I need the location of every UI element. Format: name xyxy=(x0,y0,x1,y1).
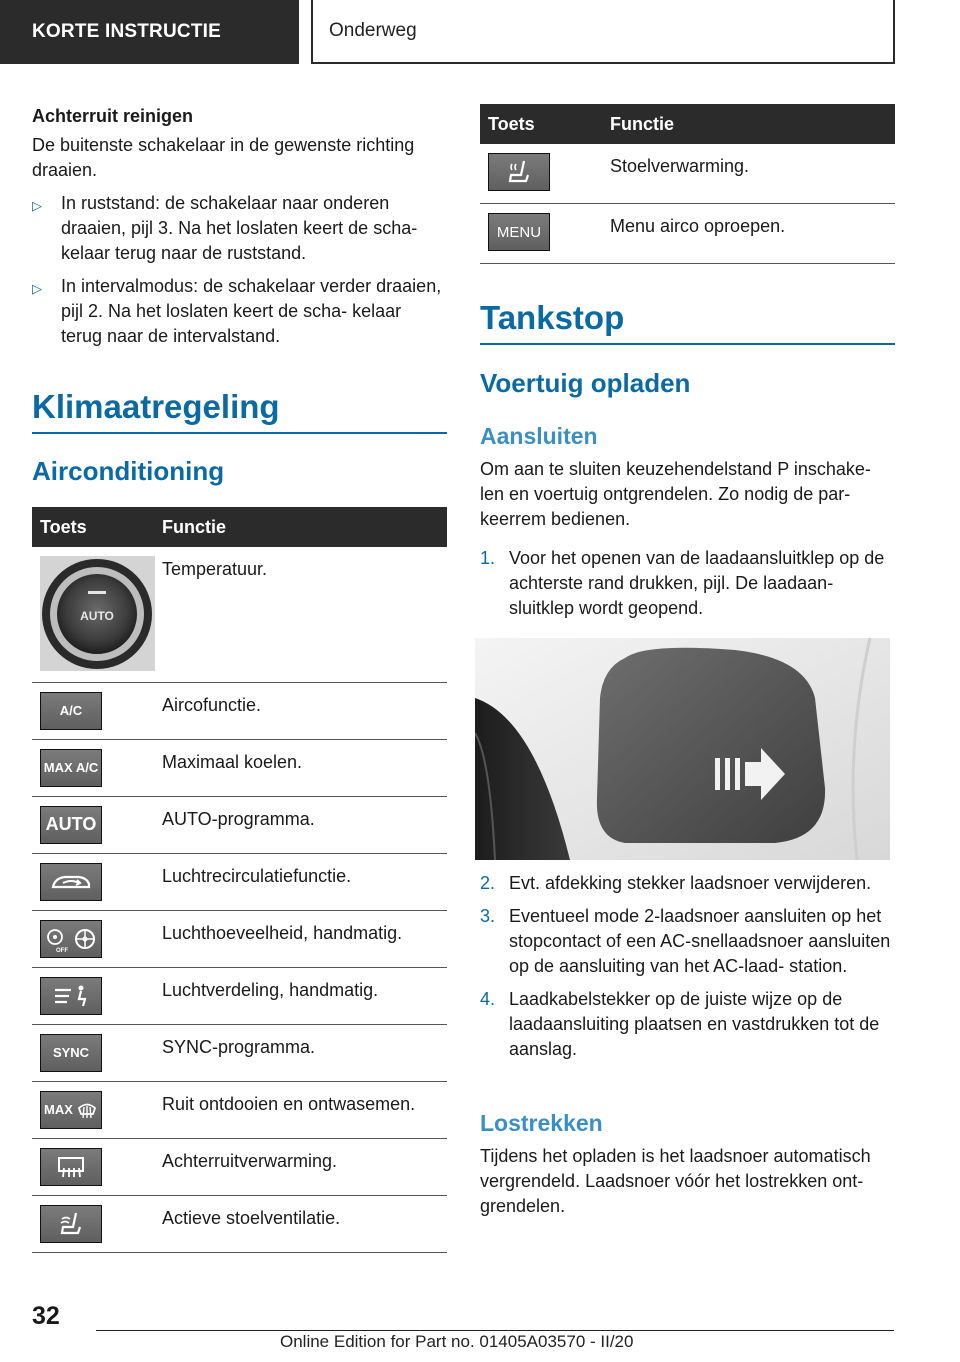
fan-speed-icon xyxy=(40,920,102,958)
function-text: Luchtrecirculatiefunctie. xyxy=(162,853,447,910)
table-row xyxy=(32,682,447,739)
climate-keys-table xyxy=(32,507,447,1253)
sync-button-icon: SYNC xyxy=(40,1034,102,1072)
climate-keys-table-continued xyxy=(480,104,895,264)
column-header-function: Functie xyxy=(610,104,895,144)
function-text: Ruit ontdooien en ontwasemen. xyxy=(162,1081,447,1138)
list-item: 2. Evt. afdekking stekker laadsnoer verwijderen. xyxy=(480,873,872,893)
table-row xyxy=(480,144,895,204)
climate-heading: Klimaatregeling xyxy=(32,388,447,434)
column-header-key: Toets xyxy=(480,104,610,144)
rear-wiper-title: Achterruit reinigen xyxy=(32,106,194,126)
column-header-function: Functie xyxy=(162,507,447,547)
footer-divider xyxy=(96,1330,894,1331)
list-item: 1. Voor het openen van de laadaansluitklep op de achterste rand drukken, pijl. De laadaan‐ sluitklep wordt geopend. xyxy=(480,548,885,618)
disconnect-text: Tijdens het opladen is het laadsnoer automatisch vergrendeld. Laadsnoer vóór het lostrekken ont‐ grendelen. xyxy=(480,1146,871,1216)
list-item: ▷ In ruststand: de schakelaar naar onderen draaien, pijl 3. Na het loslaten keert de scha‐ kelaar terug naar de ruststand. xyxy=(32,193,418,263)
edition-footer: Online Edition for Part no. 01405A03570 - II/20 xyxy=(280,1332,634,1351)
connect-intro: Om aan te sluiten keuzehendelstand P inschake‐ len en voertuig ontgrendelen. Zo nodig de par‐ keerrem bedienen. xyxy=(480,459,871,529)
airconditioning-heading: Airconditioning xyxy=(32,456,225,486)
table-row xyxy=(32,547,447,682)
table-row xyxy=(32,739,447,796)
table-header-row xyxy=(480,104,895,144)
auto-button-icon: AUTO xyxy=(40,806,102,844)
function-text: Temperatuur. xyxy=(162,547,447,682)
menu-button-icon: MENU xyxy=(488,213,550,251)
list-item: 4. Laadkabelstekker op de juiste wijze op de laadaansluiting plaatsen en vastdrukken tot de aanslag. xyxy=(480,989,880,1059)
table-row xyxy=(32,1024,447,1081)
triangle-bullet-icon: ▷ xyxy=(32,198,42,213)
function-text: Achterruitverwarming. xyxy=(162,1138,447,1195)
rear-wiper-bullets xyxy=(32,191,447,349)
list-item: 3. Eventueel mode 2-laadsnoer aansluiten op het stopcontact of een AC-snellaadsnoer aansluiten op de aansluiting van het AC-laad‐ station. xyxy=(480,906,891,976)
table-row xyxy=(480,204,895,264)
function-text: Stoelverwarming. xyxy=(610,144,895,204)
list-item: ▷ In intervalmodus: de schakelaar verder draaien, pijl 2. Na het loslaten keert de scha‐ kelaar terug naar de intervalstand. xyxy=(32,276,442,346)
table-header-row xyxy=(32,507,447,547)
air-distribution-icon xyxy=(40,977,102,1015)
function-text: Aircofunctie. xyxy=(162,682,447,739)
air-recirculation-icon xyxy=(40,863,102,901)
ac-button-icon: A/C xyxy=(40,692,102,730)
triangle-bullet-icon: ▷ xyxy=(32,281,42,296)
column-header-key: Toets xyxy=(32,507,162,547)
temperature-knob-icon xyxy=(40,556,155,671)
disconnect-title: Lostrekken xyxy=(480,1110,603,1136)
max-ac-button-icon: MAX A/C xyxy=(40,749,102,787)
table-row xyxy=(32,910,447,967)
table-row xyxy=(32,853,447,910)
connect-title: Aansluiten xyxy=(480,423,598,449)
charging-flap-photo xyxy=(475,638,890,860)
charging-heading: Voertuig opladen xyxy=(480,368,691,398)
table-row xyxy=(32,967,447,1024)
max-defrost-icon: MAX xyxy=(40,1091,102,1129)
connect-steps-continued xyxy=(480,871,895,1070)
page-number: 32 xyxy=(32,1302,60,1330)
svg-text:AUTO: AUTO xyxy=(80,609,114,623)
rear-wiper-section xyxy=(32,106,447,357)
section-tab: KORTE INSTRUCTIE xyxy=(0,0,299,64)
table-row xyxy=(32,796,447,853)
table-row xyxy=(32,1138,447,1195)
function-text: Maximaal koelen. xyxy=(162,739,447,796)
refuel-heading: Tankstop xyxy=(480,299,895,345)
connect-section xyxy=(480,423,895,629)
function-text: Actieve stoelventilatie. xyxy=(162,1195,447,1252)
chapter-tab: Onderweg xyxy=(311,0,895,64)
seat-heating-icon xyxy=(488,153,550,191)
svg-text:OFF: OFF xyxy=(56,947,68,954)
function-text: Luchtverdeling, handmatig. xyxy=(162,967,447,1024)
function-text: AUTO-programma. xyxy=(162,796,447,853)
function-text: Luchthoeveelheid, handmatig. xyxy=(162,910,447,967)
rear-wiper-intro: De buitenste schakelaar in de gewenste richting draaien. xyxy=(32,135,415,180)
rear-window-heating-icon xyxy=(40,1148,102,1186)
table-row xyxy=(32,1081,447,1138)
table-row xyxy=(32,1195,447,1252)
function-text: SYNC-programma. xyxy=(162,1024,447,1081)
connect-steps xyxy=(480,546,895,621)
function-text: Menu airco oproepen. xyxy=(610,204,895,264)
seat-ventilation-icon xyxy=(40,1205,102,1243)
disconnect-section xyxy=(480,1110,895,1219)
